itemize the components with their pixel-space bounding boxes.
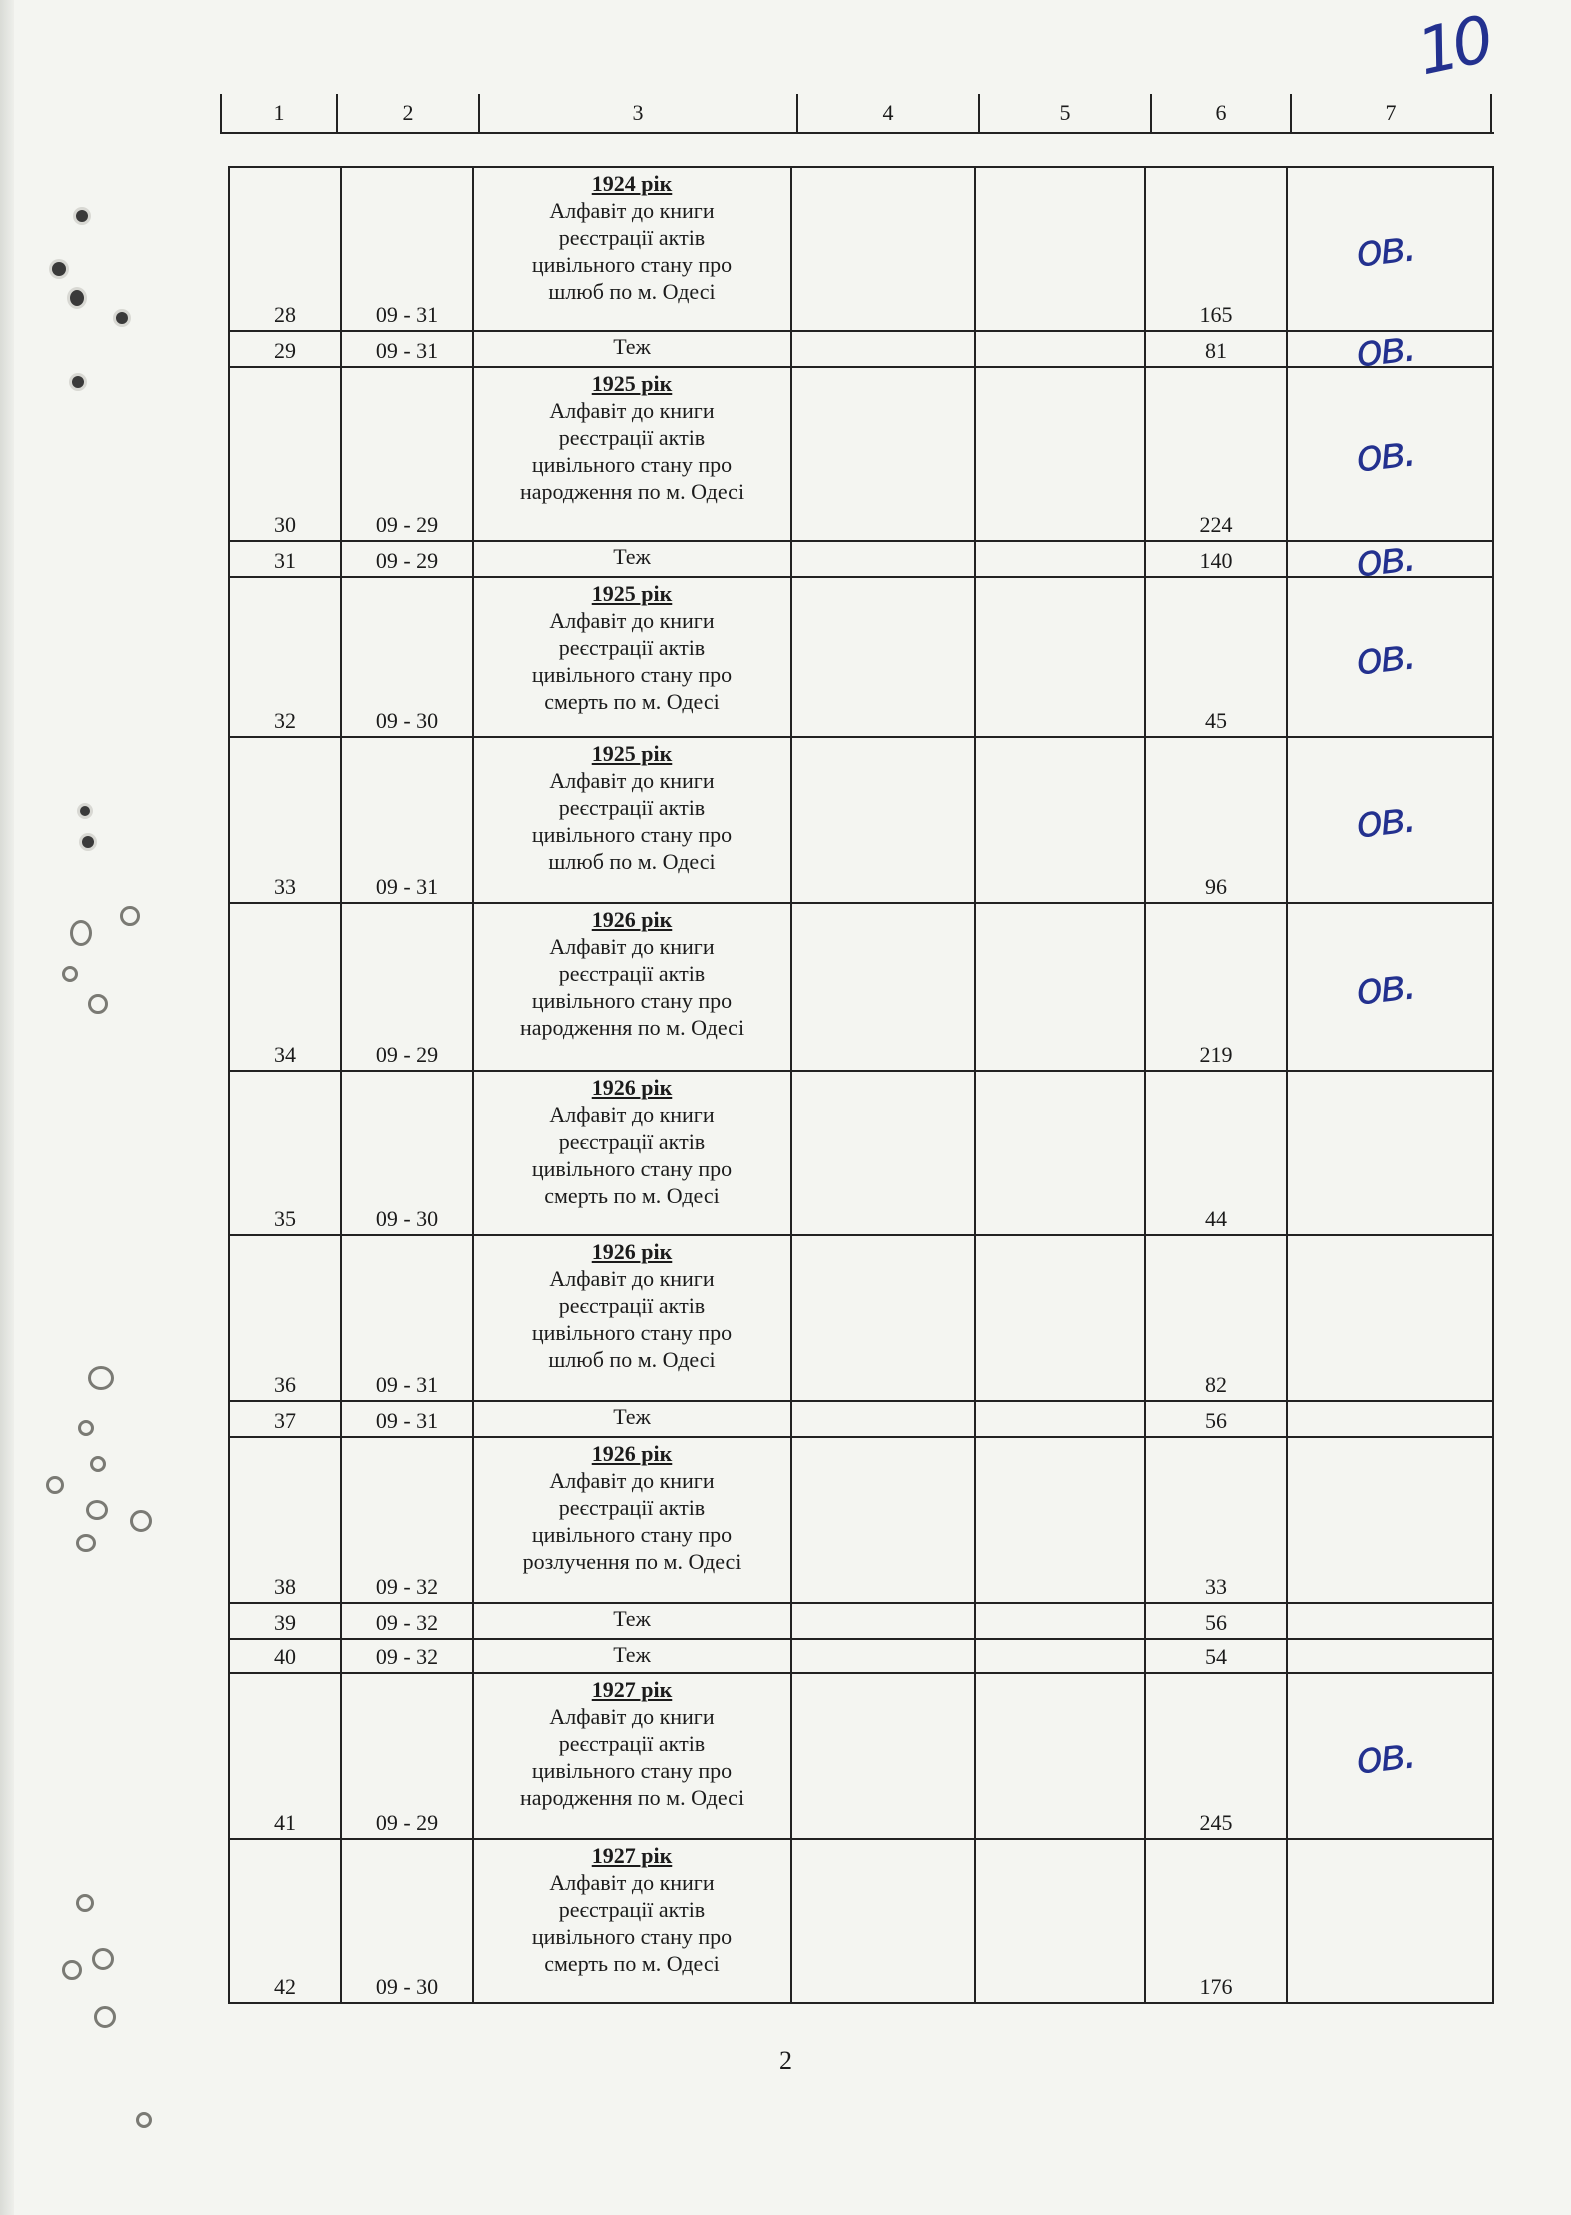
cell-col4 — [792, 1236, 976, 1400]
item-number: 39 — [274, 1610, 296, 1635]
binder-hole — [76, 1534, 96, 1552]
case-code: 09 - 31 — [375, 1408, 439, 1433]
register-table — [228, 166, 1494, 2004]
cell-col5 — [976, 1438, 1146, 1602]
handwritten-mark: ов. — [1353, 220, 1417, 278]
case-code: 09 - 29 — [375, 512, 439, 537]
cell-col4 — [792, 332, 976, 366]
description-line: цивільного стану про — [531, 662, 733, 687]
case-code: 09 - 31 — [375, 874, 439, 899]
table-row — [228, 1400, 1494, 1436]
table-row — [228, 366, 1494, 540]
cell-notes — [1288, 1604, 1492, 1638]
description-line: шлюб по м. Одесі — [548, 849, 716, 874]
binder-hole — [116, 312, 128, 324]
column-number: 3 — [480, 94, 798, 132]
cell-col5 — [976, 1840, 1146, 2002]
column-number: 5 — [980, 94, 1152, 132]
description-same: Теж — [613, 1404, 651, 1429]
description-line: Алфавіт до книги — [549, 768, 715, 793]
sheet-count: 44 — [1205, 1206, 1227, 1231]
table-row — [228, 530, 1494, 588]
cell-item-number — [230, 1402, 342, 1436]
description-line: Алфавіт до книги — [549, 398, 715, 423]
description-year: 1924 рік — [591, 171, 673, 196]
description-year: 1926 рік — [591, 1239, 673, 1264]
cell-count — [1146, 368, 1288, 540]
binder-hole — [76, 210, 88, 222]
cell-description — [474, 578, 792, 736]
cell-case-code — [342, 578, 474, 736]
description-line: Алфавіт до книги — [549, 608, 715, 633]
description — [474, 1438, 790, 1575]
cell-notes — [1288, 168, 1492, 330]
sheet-count: 165 — [1199, 302, 1233, 327]
cell-case-code — [342, 368, 474, 540]
item-number: 28 — [274, 302, 296, 327]
cell-col5 — [976, 1640, 1146, 1672]
description-year: 1926 рік — [591, 1441, 673, 1466]
cell-item-number — [230, 1840, 342, 2002]
description-year: 1925 рік — [591, 741, 673, 766]
case-code: 09 - 31 — [375, 1372, 439, 1397]
table-row — [228, 1436, 1494, 1602]
cell-notes — [1288, 904, 1492, 1070]
cell-description — [474, 332, 792, 366]
cell-notes — [1288, 1840, 1492, 2002]
case-code: 09 - 29 — [375, 548, 439, 573]
case-code: 09 - 29 — [375, 1042, 439, 1067]
cell-item-number — [230, 332, 342, 366]
cell-case-code — [342, 542, 474, 576]
cell-col4 — [792, 1674, 976, 1838]
description-line: Алфавіт до книги — [549, 1266, 715, 1291]
description-same: Теж — [613, 1606, 651, 1631]
cell-case-code — [342, 332, 474, 366]
description-line: реєстрації актів — [558, 635, 706, 660]
cell-col4 — [792, 578, 976, 736]
sheet-count: 45 — [1205, 708, 1227, 733]
cell-col5 — [976, 738, 1146, 902]
table-row — [228, 1838, 1494, 2004]
cell-col4 — [792, 1840, 976, 2002]
description-line: народження по м. Одесі — [519, 1015, 745, 1040]
cell-case-code — [342, 1674, 474, 1838]
table-row — [228, 320, 1494, 378]
cell-description — [474, 1640, 792, 1672]
description-line: реєстрації актів — [558, 1731, 706, 1756]
item-number: 40 — [274, 1644, 296, 1669]
description — [474, 1674, 790, 1811]
cell-notes — [1288, 738, 1492, 902]
sheet-count: 56 — [1205, 1610, 1227, 1635]
cell-count — [1146, 578, 1288, 736]
sheet-count: 245 — [1199, 1810, 1233, 1835]
cell-col5 — [976, 168, 1146, 330]
table-row — [228, 576, 1494, 736]
description-same: Теж — [613, 1642, 651, 1667]
handwritten-mark: ов. — [1353, 791, 1417, 849]
description-line: шлюб по м. Одесі — [548, 1347, 716, 1372]
table-row — [228, 736, 1494, 902]
description-year: 1925 рік — [591, 581, 673, 606]
handwritten-mark: ов. — [1353, 958, 1417, 1016]
cell-notes — [1288, 1438, 1492, 1602]
description — [474, 1236, 790, 1373]
cell-item-number — [230, 168, 342, 330]
sheet-count: 56 — [1205, 1408, 1227, 1433]
table-row — [228, 1672, 1494, 1838]
description-line: смерть по м. Одесі — [544, 1183, 720, 1208]
cell-col5 — [976, 904, 1146, 1070]
description-line: шлюб по м. Одесі — [548, 279, 716, 304]
cell-count — [1146, 1604, 1288, 1638]
description-line: розлучення по м. Одесі — [522, 1549, 742, 1574]
cell-case-code — [342, 738, 474, 902]
cell-description — [474, 1072, 792, 1234]
description-year: 1927 рік — [591, 1677, 673, 1702]
description-line: реєстрації актів — [558, 1293, 706, 1318]
cell-col5 — [976, 1604, 1146, 1638]
binder-hole — [86, 1500, 108, 1520]
cell-col5 — [976, 578, 1146, 736]
item-number: 41 — [274, 1810, 296, 1835]
case-code: 09 - 32 — [375, 1574, 439, 1599]
description-line: Алфавіт до книги — [549, 934, 715, 959]
binder-hole — [62, 966, 78, 982]
cell-description — [474, 738, 792, 902]
cell-col4 — [792, 1604, 976, 1638]
description-line: реєстрації актів — [558, 1129, 706, 1154]
column-number: 6 — [1152, 94, 1292, 132]
binder-hole — [52, 262, 66, 276]
description-line: реєстрації актів — [558, 961, 706, 986]
case-code: 09 - 32 — [375, 1610, 439, 1635]
description-year: 1927 рік — [591, 1843, 673, 1868]
description-line: цивільного стану про — [531, 1320, 733, 1345]
cell-count — [1146, 1438, 1288, 1602]
column-number-header — [220, 94, 1494, 134]
cell-item-number — [230, 1438, 342, 1602]
cell-col4 — [792, 542, 976, 576]
cell-case-code — [342, 1236, 474, 1400]
description — [474, 904, 790, 1041]
description — [474, 1072, 790, 1209]
page-edge — [0, 0, 14, 2215]
item-number: 35 — [274, 1206, 296, 1231]
cell-col5 — [976, 368, 1146, 540]
description-line: народження по м. Одесі — [519, 479, 745, 504]
description-line: цивільного стану про — [531, 1522, 733, 1547]
table-row — [228, 902, 1494, 1070]
cell-description — [474, 1402, 792, 1436]
sheet-count: 33 — [1205, 1574, 1227, 1599]
cell-count — [1146, 542, 1288, 576]
table-row — [228, 1602, 1494, 1638]
binder-hole — [62, 1960, 82, 1980]
cell-col4 — [792, 904, 976, 1070]
cell-item-number — [230, 1604, 342, 1638]
cell-description — [474, 542, 792, 576]
cell-count — [1146, 1840, 1288, 2002]
item-number: 30 — [274, 512, 296, 537]
page-number: 2 — [779, 2046, 792, 2075]
item-number: 33 — [274, 874, 296, 899]
item-number: 38 — [274, 1574, 296, 1599]
description-line: Алфавіт до книги — [549, 1468, 715, 1493]
cell-notes — [1288, 1640, 1492, 1672]
sheet-count: 81 — [1205, 338, 1227, 363]
cell-case-code — [342, 904, 474, 1070]
cell-count — [1146, 738, 1288, 902]
cell-description — [474, 1840, 792, 2002]
cell-item-number — [230, 1236, 342, 1400]
cell-notes — [1288, 578, 1492, 736]
cell-case-code — [342, 1402, 474, 1436]
description-line: цивільного стану про — [531, 1924, 733, 1949]
cell-item-number — [230, 542, 342, 576]
column-number: 2 — [338, 94, 480, 132]
item-number: 29 — [274, 338, 296, 363]
description-line: реєстрації актів — [558, 425, 706, 450]
sheet-count: 176 — [1199, 1974, 1233, 1999]
binder-hole — [90, 1456, 106, 1472]
description — [474, 1840, 790, 1977]
cell-count — [1146, 168, 1288, 330]
case-code: 09 - 30 — [375, 1974, 439, 1999]
cell-notes — [1288, 320, 1492, 378]
cell-col4 — [792, 1640, 976, 1672]
cell-case-code — [342, 1438, 474, 1602]
case-code: 09 - 29 — [375, 1810, 439, 1835]
cell-item-number — [230, 1640, 342, 1672]
cell-notes — [1288, 1072, 1492, 1234]
description-line: цивільного стану про — [531, 988, 733, 1013]
cell-col4 — [792, 1438, 976, 1602]
table-row — [228, 166, 1494, 330]
table-row — [228, 1070, 1494, 1234]
description-line: реєстрації актів — [558, 225, 706, 250]
cell-col4 — [792, 168, 976, 330]
handwritten-mark: ов. — [1353, 320, 1417, 378]
binder-hole — [80, 806, 90, 816]
cell-notes — [1288, 368, 1492, 540]
binder-hole — [70, 920, 92, 946]
description-line: реєстрації актів — [558, 1495, 706, 1520]
cell-description — [474, 1604, 792, 1638]
item-number: 34 — [274, 1042, 296, 1067]
description-year: 1926 рік — [591, 1075, 673, 1100]
description — [474, 738, 790, 875]
cell-col4 — [792, 738, 976, 902]
cell-item-number — [230, 368, 342, 540]
item-number: 31 — [274, 548, 296, 573]
cell-case-code — [342, 1840, 474, 2002]
cell-notes — [1288, 530, 1492, 588]
description — [474, 368, 790, 505]
cell-case-code — [342, 1640, 474, 1672]
cell-case-code — [342, 168, 474, 330]
binder-hole — [130, 1510, 152, 1532]
case-code: 09 - 32 — [375, 1644, 439, 1669]
item-number: 37 — [274, 1408, 296, 1433]
cell-notes — [1288, 1674, 1492, 1838]
cell-col5 — [976, 332, 1146, 366]
description-line: смерть по м. Одесі — [544, 689, 720, 714]
sheet-count: 54 — [1205, 1644, 1227, 1669]
description-line: цивільного стану про — [531, 1758, 733, 1783]
description-line: Алфавіт до книги — [549, 1704, 715, 1729]
binder-hole — [88, 1366, 114, 1390]
item-number: 32 — [274, 708, 296, 733]
handwritten-folio-number: 10 — [1411, 3, 1495, 91]
cell-item-number — [230, 738, 342, 902]
case-code: 09 - 31 — [375, 302, 439, 327]
cell-notes — [1288, 1236, 1492, 1400]
description-line: цивільного стану про — [531, 1156, 733, 1181]
sheet-count: 140 — [1199, 548, 1233, 573]
case-code: 09 - 31 — [375, 338, 439, 363]
column-number: 7 — [1292, 94, 1492, 132]
column-number: 4 — [798, 94, 980, 132]
cell-item-number — [230, 1072, 342, 1234]
case-code: 09 - 30 — [375, 1206, 439, 1231]
cell-count — [1146, 1640, 1288, 1672]
description-same: Теж — [613, 544, 651, 569]
description — [474, 168, 790, 305]
sheet-count: 96 — [1205, 874, 1227, 899]
description — [474, 578, 790, 715]
description-line: Алфавіт до книги — [549, 1870, 715, 1895]
cell-description — [474, 368, 792, 540]
handwritten-mark: ов. — [1353, 530, 1417, 588]
binder-hole — [120, 906, 140, 926]
cell-description — [474, 1674, 792, 1838]
binder-hole — [94, 2006, 116, 2028]
description-line: цивільного стану про — [531, 822, 733, 847]
binder-hole — [46, 1476, 64, 1494]
sheet-count: 224 — [1199, 512, 1233, 537]
handwritten-mark: ов. — [1353, 628, 1417, 686]
description-year: 1925 рік — [591, 371, 673, 396]
description-line: смерть по м. Одесі — [544, 1951, 720, 1976]
description-line: Алфавіт до книги — [549, 1102, 715, 1127]
sheet-count: 82 — [1205, 1372, 1227, 1397]
cell-item-number — [230, 578, 342, 736]
binder-hole — [92, 1948, 114, 1970]
binder-hole — [82, 836, 94, 848]
binder-hole — [70, 290, 84, 306]
table-row — [228, 1638, 1494, 1672]
cell-count — [1146, 904, 1288, 1070]
cell-count — [1146, 1674, 1288, 1838]
cell-item-number — [230, 904, 342, 1070]
cell-col4 — [792, 368, 976, 540]
cell-col5 — [976, 1236, 1146, 1400]
description-line: реєстрації актів — [558, 1897, 706, 1922]
cell-notes — [1288, 1402, 1492, 1436]
cell-col5 — [976, 1072, 1146, 1234]
table-row — [228, 1234, 1494, 1400]
cell-case-code — [342, 1072, 474, 1234]
item-number: 42 — [274, 1974, 296, 1999]
cell-count — [1146, 1236, 1288, 1400]
binder-hole — [72, 376, 84, 388]
description-same: Теж — [613, 334, 651, 359]
description-line: цивільного стану про — [531, 252, 733, 277]
cell-count — [1146, 1402, 1288, 1436]
description-line: Алфавіт до книги — [549, 198, 715, 223]
binder-hole — [136, 2112, 152, 2128]
binder-hole — [76, 1894, 94, 1912]
cell-item-number — [230, 1674, 342, 1838]
description-year: 1926 рік — [591, 907, 673, 932]
column-number: 1 — [222, 94, 338, 132]
binder-hole — [78, 1420, 94, 1436]
cell-description — [474, 904, 792, 1070]
cell-description — [474, 1438, 792, 1602]
cell-col5 — [976, 542, 1146, 576]
cell-count — [1146, 1072, 1288, 1234]
sheet-count: 219 — [1199, 1042, 1233, 1067]
cell-col4 — [792, 1402, 976, 1436]
cell-description — [474, 168, 792, 330]
description-line: цивільного стану про — [531, 452, 733, 477]
cell-col5 — [976, 1674, 1146, 1838]
handwritten-mark: ов. — [1353, 425, 1417, 483]
cell-case-code — [342, 1604, 474, 1638]
cell-description — [474, 1236, 792, 1400]
description-line: народження по м. Одесі — [519, 1785, 745, 1810]
item-number: 36 — [274, 1372, 296, 1397]
binder-hole — [88, 994, 108, 1014]
cell-col4 — [792, 1072, 976, 1234]
cell-count — [1146, 332, 1288, 366]
description-line: реєстрації актів — [558, 795, 706, 820]
cell-col5 — [976, 1402, 1146, 1436]
handwritten-mark: ов. — [1353, 1727, 1417, 1785]
case-code: 09 - 30 — [375, 708, 439, 733]
